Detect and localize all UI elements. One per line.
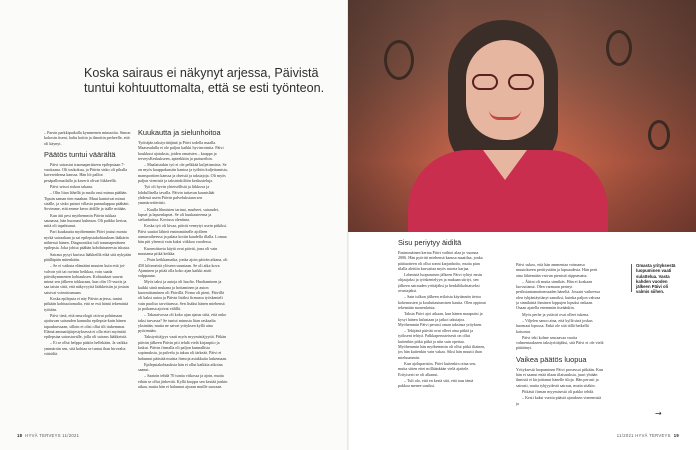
paragraph: Työttäjän taksiyrittäjänä ja Päivi todella maalla. Maaseudulla ei ole paljon kaikki hyvinvointia. Päivi koukkusi ajatuksia, joiden omaisten – kauppa ja terveysKeskukseen, apteekkiin ja partureihin. xyxy=(138,140,224,161)
subheading: Sisu periytyy äidiltä xyxy=(398,238,462,247)
continue-arrow-icon: → xyxy=(655,409,662,418)
glasses xyxy=(472,74,538,90)
paragraph: Pitkästi firman myymisestä oli pakko tehdä. xyxy=(522,388,595,394)
paragraph: – Tekijänä päivää ovat olleet aina pitkiä ja työkseni tehtyä. Palkkaperusteisesti on ollut kuitenkin pitkä pitkä ja niin sain opettaa. Myöhemmin hän myöhemmin oli ollut pitkä iltainen, jos hän kuitenkin vain vakaa. Siksi hän muutti ihan mieluummin. xyxy=(398,328,486,360)
pull-quote-rule xyxy=(631,264,632,292)
paragraph: – Maalaistakin työ ei ole pelkkää kuljettamista. Se on myös kauppakassiin kantoa ja työhön kuljettamista, mansporttien kanssa ja oheisiä ja taksiajoja. Oli myös paljon viemistä ja taksirinkilöön keskusteluja. xyxy=(138,162,228,184)
paragraph: Ensimmäinen kertaa Päivi vaihtoi alaa jo vuonna 2006. Hän pyöritti miehensä kanssa maatilaa, jonka päätuotteen oli ollut sonni karjanhoito, mutta pian tilalla alettiin kasvattaa myös nuorta karjaa. xyxy=(398,250,483,271)
paragraph: – Saatoin tehdä 70 tuntia viikossa ja ajoin, mutta eihän se ollut järkevää. Kyllä kroppa sen kestää jonkin aikaa, mutta hän ei halunnut ajoaan muille suoraan. xyxy=(138,373,228,390)
paragraph: Taksiyrittäjyys vaati myös myymistäjyyttä. Pitkän päivän jälkeen Päivin piti tehdä vielä kirjanpito ja laskut. Päivin firmalla oli paljon kunnallisia sopimuksia, ja palvelu ja takuu oli tärkeää. Päivi ei halunnut päästää muista firmoja asiakkaita laskemaan. xyxy=(138,334,228,361)
paragraph: – Kesti kaksi vuotta päästä ajatuksen vienemistä ja xyxy=(516,395,602,406)
paragraph: Epilepsiakohtauksia hän ei ollut kaikkia aikoina saanut. xyxy=(138,361,223,373)
text-column-2 xyxy=(138,128,228,430)
lead-paragraph: – Parsin parkkipaikalla kymmenen minuuttia. Simon kokosin itseni, haltu koitin ja ilmoitin perheelle, että oli käynyt. xyxy=(44,130,131,146)
page-number: 18 xyxy=(17,433,23,438)
paragraph: – Sain tulkon jälkeen erilaista käytännön tietoa kokemusten ja kouluttautumisen kautta. Olen oppinut tekemään monenlaista. xyxy=(398,294,486,310)
paragraph: Koska epilepsia ei näy Päivin arjessa, tuntui pitkään kohtuuttomalta, että se esti häntä tekemästä työtään. xyxy=(44,296,129,312)
text-column-1 xyxy=(44,130,132,430)
folio-right xyxy=(617,433,682,438)
paragraph: Kun ajoluparistin, Päivi kuitenkin ottaa sen, mutta sitten ettei milläänkään vielä ajattele. Erityisesti se oli alkanut. xyxy=(398,360,476,377)
pull-quote: Omasta yrityksestä luopuminen vaati sulattelua. Vasta kahden vuoden jälkeen Päivi oli valmis siihen. xyxy=(636,263,676,295)
paragraph: Päivi tietä, että neurologit ottivat pohtimaan ajoituvan sairauden kannalta epilepsia-kuin hänen tapauksessaan, silloin ei olisi ollut tilt tiukemmat. Elämä ammattijärjestyksessä ei olla ettei myöntää epilepsiaa sairastavalle, jolla oli sairaus lääkkeistä. xyxy=(44,312,128,340)
paragraph: Myös perhe ja ystävät ovat olleet tukena. xyxy=(522,311,590,317)
folio-left xyxy=(14,433,79,438)
article-headline: Koska sairaus ei näkynyt arjessa, Päivistä tuntui kohtuuttomalta, että se esti työnteon. xyxy=(84,66,325,95)
subheading: Päätös tuntui väärältä xyxy=(44,149,116,159)
paragraph: Myös taksi ja autoja oli huolto. Huoltaminen ja kaikki siinä mukana ja hoitaminen ja auton kuormittaminen oli Päivillä. Firma oli pieni, Päivillä oli kaksi autoa ja Päivin lisäksi firmassa työskenteli vain puoliso tarvittaessa. Sen lisäksi hänen miehensä ja poikansa ajoivat välillä. xyxy=(138,279,225,311)
paragraph: Työ oli hyvin yhteisöllistä ja liikkuva ja lohdullisella tavalla. Päivin tuttavan kaunisläät yhdessä usein Päivin palveluksiaan sen ymmärrettävästi. xyxy=(138,184,215,206)
portrait-photo xyxy=(348,0,696,232)
paragraph: – Kaulla lihmisten tarinat, murheet, sairaudet, lapset ja lapsenlapset. Se oli kuukauteensa ja sielunhoitoa. Koviusa olentinta. xyxy=(138,206,220,223)
paragraph: Kuormittavia käytä ovat päivät, jona oli vain muutama pitkä keikka. xyxy=(138,245,218,256)
harness-ring xyxy=(648,120,670,150)
person-face xyxy=(466,40,544,140)
paragraph: – Äitini oli mutta sinnikäs. Hän ei koskaan luovuttanut. Olen varmaan perinyt periksiantamattomuuden häneltä. Jossain vaiheessa olen tyhjäntäyttänyt sanoiksi, kuinka paljon vahvaa ja sinnikästä ihminen loppujen lopuksi onkaan. Osaan ajatella enemmän itseäänkin. xyxy=(516,278,601,311)
harness-ring xyxy=(606,30,632,66)
paragraph: Sairaus pysyi kurissa lääkkeillä eikä sitä nykyään päälläpäin mitenkään. xyxy=(44,251,131,262)
harness-ring xyxy=(384,40,414,80)
paragraph: – Se ei vaikuta elämääni muuten kuin että joi-valvon yöt tai ravinto heikkaa, voin saada päiväkymmenen kohtauksen. Kohtaukset saavat minut sen jälkeen tokkuraan, kun olin 15-vuotis ja saa taisin siitä, että näkyvyyttä lääkkeisiin ja jostain saisivat voimistumaan. xyxy=(44,263,129,295)
text-column-3 xyxy=(398,238,486,430)
person-smile xyxy=(489,110,521,120)
text-column-4 xyxy=(516,262,604,428)
subheading: Vaikea päätös luopua xyxy=(516,354,587,364)
paragraph: – Takaraivossa oli koko ajan ajatus siitä, että onko taksi turvassa? Se tuntui minusta liian raskaalta yksinään, mutta ne saivat yrityksen kyllä aina pyörimään. xyxy=(138,312,227,334)
paragraph: Päivi sairastui traumaperäiseen epilepsiaan 7-vuotiaana. Oli toukokuu, ja Päivin sisko oli pihalla kavereidensa kanssa. Hän löi palloa pesäpallomailalla ja kaverit olivat liikkeellä. xyxy=(44,161,128,183)
paragraph: – Ei se ollut helppo päätös hellekään. Ja vaikka ymmärrän sen, sitä kohtaa se tuntui ihan hirvealta väärältä. xyxy=(44,340,128,356)
paragraph: – Viljelen sanoo aina, että kyllä sinä joskus huomaat lopussa. Enkä ole sitä tällä hetkellä katsonut. xyxy=(516,317,593,334)
magazine-name: HYVÄ TERVEYS 11/2021 xyxy=(25,433,80,438)
paragraph: – Pisin keikkamatka, jonka ajoin päivän aikana, oli 450 kilometriä ylöseen suuntaan. Se oli aika kova. Ajaminen ja pitää olla koko ajan kaikki aistit valppaana. xyxy=(138,257,228,279)
paragraph: Koska työ oli kivaa, päivät veneytyi usein pitkiksi. Päivi saattoi lähteä ensimmäiselle ajolleen aamuvaiheessa ja palata kotiin kaudella illalla. Lomaa hän piti yleensä vain kaksi viikkoa vuodessa. xyxy=(138,223,228,245)
magazine-name: 11/2021 HYVÄ TERVEYS xyxy=(616,433,671,438)
paragraph: Päivi uskoo, että hän ammentaa voimansa muutokseen perittystään ja lapsuudesta. Hän perii aina lähtemään vaivun pienistä riippumatta. xyxy=(516,262,598,278)
paragraph: Yrityksestä luopuminen Päivi prosessoi pitkään. Kun hän ei saanut enää tilaan tilaisuuksia, juuri yhtään ihmisiä ei kirjoittanut hänelle tiloja. Hän perusti ja sairasti, muita tyhjyydestä sairaus, mutta sitäkin. xyxy=(516,366,604,388)
paragraph: – Tuli olo, että en kestä sitä, että taas tämä pakkoa menee uusiksi. xyxy=(398,377,474,389)
page-number: 19 xyxy=(673,433,679,438)
paragraph: – Olin liian lähellä ja maila osui minua päähän. Tipuin saman tien maahan. Muut kantoivat minut sisälle, ja sisko painoi villasta pannulappua päähäni. Sovimme, että emme kerro äidille ja isälle mitään. xyxy=(44,190,130,212)
paragraph: Päivi teki kolme seuraavaa vuotta valmentaakseen taksiyrittäjäksi, sitä Päivi ei ole vielä päättänyt. xyxy=(516,334,604,351)
subheading: Kuukautta ja sielunhoitoa xyxy=(138,128,221,137)
paragraph: Kun äiti pesi myöhemmin Päivin tukkaa saunassa, hän huomasi kuhmun. Oli paikko kertoa, mitä oli tapahtunut. xyxy=(44,212,128,229)
paragraph: Taksia Päivi ajoi aikaan, kun hänen maapaitsi ja kysyi hänen halustaan ja jatkoi taksiajoa. Myöhemmin Päivi perusti oman taksinsa yrityksen. xyxy=(398,311,483,327)
paragraph: Lehmistä luopumisen jälkeen Päivi ryhtyi ensin ohjaajaksi ja työskentelyyn ja mukaan siirtyi, sen jälkeen sairauden yrittäjäksi ja henkilökohtaiseksi avustajaksi. xyxy=(398,272,483,294)
paragraph: Pari kuukautta myöhemmin Päivi joutui monta nyrkä sairaalaan ja sai epilepsiakohtauksen lääkärin nähtessä hänen. Diagnoosiksi tuli traumaperäinen epilepsia. Joka johtui päähän kohdistuneesta iskusta. xyxy=(44,229,131,251)
paragraph: Päivi seisoi siskon takana. xyxy=(50,184,93,190)
